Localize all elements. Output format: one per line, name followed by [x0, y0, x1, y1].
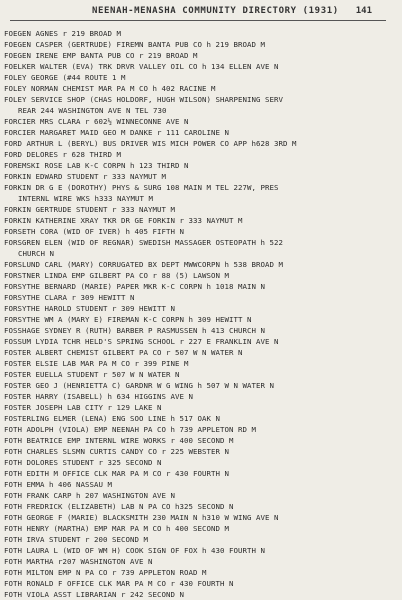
directory-entry: FOLEY GEORGE (#44 ROUTE 1 M: [4, 73, 126, 82]
directory-entries: [4, 28, 394, 600]
directory-entry: FOEGEN AGNES r 219 BROAD M: [4, 29, 121, 38]
directory-entry: FORD DELORES r 628 THIRD M: [4, 150, 121, 159]
directory-entry: FORSYTHE WM A (MARY E) FIREMAN K-C CORPN h 309 HEWITT N: [4, 315, 252, 324]
page-header: [4, 3, 394, 23]
directory-entry: FOSTER HARRY (ISABELL) h 634 HIGGINS AVE N: [4, 392, 193, 401]
directory-entry: FOSSUM LYDIA TCHR HELD'S SPRING SCHOOL r 227 E FRANKLIN AVE N: [4, 337, 279, 346]
directory-entry: FOEGEN CASPER (GERTRUDE) FIREMN BANTA PUB CO h 219 BROAD M: [4, 40, 265, 49]
directory-entry-continuation: REAR 244 WASHINGTON AVE N TEL 730: [18, 106, 167, 115]
directory-title: NEENAH-MENASHA COMMUNITY DIRECTORY (1931): [92, 6, 339, 16]
directory-entry: FOTH MILTON EMP N PA CO r 739 APPLETON ROAD M: [4, 568, 207, 577]
directory-entry: FOSTERLING ELMER (LENA) ENG SOO LINE h 517 OAK N: [4, 414, 220, 423]
directory-entry: FOREMSKI ROSE LAB K-C CORPN h 123 THIRD N: [4, 161, 189, 170]
directory-entry: FORSLUND CARL (MARY) CORRUGATED BX DEPT MWWCORPN h 538 BROAD M: [4, 260, 283, 269]
directory-entry: FOELKER WALTER (EVA) TRK DRVR VALLEY OIL CO h 134 ELLEN AVE N: [4, 62, 279, 71]
directory-entry: FOTH EMMA h 406 NASSAU M: [4, 480, 112, 489]
directory-entry: FOTH ADOLPH (VIOLA) EMP NEENAH PA CO h 739 APPLETON RD M: [4, 425, 256, 434]
directory-entry: FORSYTHE CLARA r 309 HEWITT N: [4, 293, 135, 302]
header-rule: [10, 20, 386, 21]
directory-entry: FOEGEN IRENE EMP BANTA PUB CO r 219 BROAD M: [4, 51, 198, 60]
page-number: 141: [355, 6, 372, 16]
directory-entry: FOTH FRANK CARP h 207 WASHINGTON AVE N: [4, 491, 175, 500]
directory-entry: FOTH LAURA L (WID OF WM H) COOK SIGN OF FOX h 430 FOURTH N: [4, 546, 265, 555]
directory-entry: FORSYTHE HAROLD STUDENT r 309 HEWITT N: [4, 304, 175, 313]
directory-entry: FORCIER MRS CLARA r 602½ WINNECONNE AVE N: [4, 117, 189, 126]
directory-entry: FORSTNER LINDA EMP GILBERT PA CO r 88 (5) LAWSON M: [4, 271, 229, 280]
directory-entry: FOLEY NORMAN CHEMIST MAR PA M CO h 402 RACINE M: [4, 84, 216, 93]
directory-entry: FORSYTHE BERNARD (MARIE) PAPER MKR K-C CORPN h 1018 MAIN N: [4, 282, 265, 291]
directory-entry: FOTH MARTHA r207 WASHINGTON AVE N: [4, 557, 153, 566]
directory-entry: FOTH FREDRICK (ELIZABETH) LAB N PA CO h325 SECOND N: [4, 502, 234, 511]
directory-entry: FOSTER JOSEPH LAB CITY r 129 LAKE N: [4, 403, 162, 412]
directory-entry: FORSETH CORA (WID OF IVER) h 405 FIFTH N: [4, 227, 184, 236]
directory-entry: FOSTER ALBERT CHEMIST GILBERT PA CO r 507 W N WATER N: [4, 348, 243, 357]
directory-entry: FORKIN EDWARD STUDENT r 333 NAYMUT M: [4, 172, 166, 181]
directory-entry: FORSGREN ELEN (WID OF REGNAR) SWEDISH MASSAGER OSTEOPATH h 522: [4, 238, 283, 247]
directory-entry: FOSTER ELSIE LAB MAR PA M CO r 399 PINE M: [4, 359, 189, 368]
directory-entry-continuation: INTERNL WIRE WKS h333 NAYMUT M: [18, 194, 153, 203]
directory-entry: FOTH GEORGE F (MARIE) BLACKSMITH 230 MAIN N h310 W WING AVE N: [4, 513, 279, 522]
directory-entry: FOTH DOLORES STUDENT r 325 SECOND N: [4, 458, 162, 467]
directory-entry: FOTH VIOLA ASST LIBRARIAN r 242 SECOND N: [4, 590, 184, 599]
directory-entry: FORKIN GERTRUDE STUDENT r 333 NAYMUT M: [4, 205, 175, 214]
directory-entry-continuation: CHURCH N: [18, 249, 54, 258]
directory-entry: FOTH RONALD F OFFICE CLK MAR PA M CO r 430 FOURTH N: [4, 579, 234, 588]
directory-entry: FOSTER EUELLA STUDENT r 507 W N WATER N: [4, 370, 180, 379]
directory-entry: FOLEY SERVICE SHOP (CHAS HOLDORF, HUGH WILSON) SHARPENING SERV: [4, 95, 283, 104]
directory-entry: FORKIN KATHERINE XRAY TKR DR GE FORKIN r 333 NAYMUT M: [4, 216, 243, 225]
directory-entry: FORCIER MARGARET MAID GEO M DANKE r 111 CAROLINE N: [4, 128, 229, 137]
directory-entry: FOTH IRVA STUDENT r 200 SECOND M: [4, 535, 148, 544]
directory-entry: FORKIN DR G E (DOROTHY) PHYS & SURG 108 MAIN M TEL 227W, PRES: [4, 183, 279, 192]
directory-entry: FOTH EDITH M OFFICE CLK MAR PA M CO r 430 FOURTH N: [4, 469, 229, 478]
directory-entry: FOTH CHARLES SLSMN CURTIS CANDY CO r 225 WEBSTER N: [4, 447, 229, 456]
directory-entry: FOTH HENRY (MARTHA) EMP MAR PA M CO h 400 SECOND M: [4, 524, 229, 533]
directory-entry: FOSTER GEO J (HENRIETTA C) GARDNR W G WING h 507 W N WATER N: [4, 381, 274, 390]
directory-entry: FOSSHAGE SYDNEY R (RUTH) BARBER P RASMUSSEN h 413 CHURCH N: [4, 326, 265, 335]
directory-entry: FOTH BEATRICE EMP INTERNL WIRE WORKS r 400 SECOND M: [4, 436, 234, 445]
directory-entry: FORD ARTHUR L (BERYL) BUS DRIVER WIS MICH POWER CO APP h628 3RD M: [4, 139, 297, 148]
